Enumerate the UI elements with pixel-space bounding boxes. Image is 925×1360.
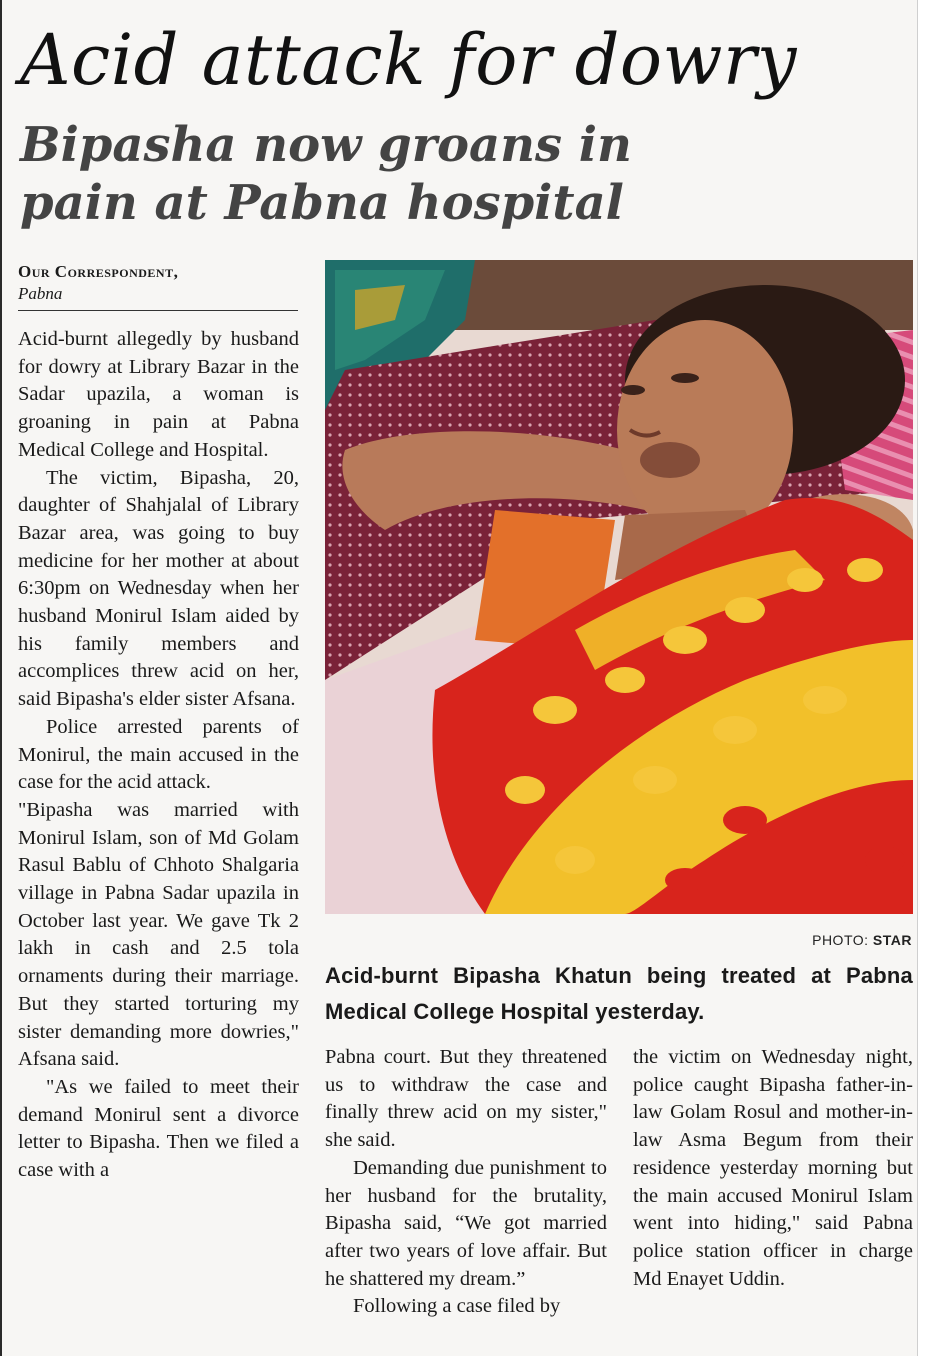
article-paragraph: Pabna court. But they threatened us to withdraw the case and finally threw acid on my sister," she said.	[325, 1046, 607, 1152]
article-paragraph: Demanding due punishment to her husband for the brutality, Bipasha said, “We got married after two years of love affair. But he shattered my dream.”	[325, 1156, 607, 1290]
photo-illustration	[325, 260, 913, 914]
article-paragraph: The victim, Bipasha, 20, daughter of Shahjalal of Library Bazar area, was going to buy medicine for her mother at about 6:30pm on Wednesday when her husband Monirul Islam aided by his family members and accomplices threw acid on her, said Bipasha's elder sister Afsana.	[18, 466, 299, 711]
subheadline: Bipasha now groans in pain at Pabna hospital	[20, 117, 632, 231]
article-paragraph: "As we failed to meet their demand Monirul sent a divorce letter to Bipasha. Then we filed a case with a	[18, 1075, 299, 1182]
byline	[18, 262, 298, 311]
article-paragraph: Following a case filed by	[353, 1295, 561, 1318]
news-photo	[325, 260, 913, 914]
article-paragraph: the victim on Wednesday night, police caught Bipasha father-in-law Golam Rosul and mother-in-law Asma Begum from their residence yesterday morning but the main accused Monirul Islam went into hiding," said Pabna police station officer in charge Md Enayet Uddin.	[633, 1046, 913, 1290]
article-paragraph: Acid-burnt allegedly by husband for dowry at Library Bazar in the Sadar upazila, a woman is groaning in pain at Pabna Medical College and Hospital.	[18, 328, 299, 461]
headline: Acid attack for dowry	[20, 19, 797, 101]
photo-credit-label: PHOTO:	[812, 932, 869, 948]
article-column-3	[633, 1044, 913, 1293]
article-paragraph: "Bipasha was married with Monirul Islam, son of Md Golam Rasul Bablu of Chhoto Shalgaria village in Pabna Sadar upazila in October last year. We gave Tk 2 lakh in cash and 2.5 tola ornaments during their marriage. But they started torturing my sister demanding more dowries," Afsana said.	[18, 798, 299, 1071]
photo-credit-source: STAR	[872, 932, 912, 948]
article-column-1	[18, 326, 299, 1185]
photo-caption: Acid-burnt Bipasha Khatun being treated at Pabna Medical College Hospital yesterday.	[325, 963, 913, 1024]
article-paragraph: Police arrested parents of Monirul, the main accused in the case for the acid attack.	[18, 715, 299, 794]
byline-location: Pabna	[18, 284, 63, 303]
byline-name: Our Correspondent,	[18, 262, 179, 281]
article-column-2	[325, 1044, 607, 1321]
photo-credit	[602, 932, 912, 948]
